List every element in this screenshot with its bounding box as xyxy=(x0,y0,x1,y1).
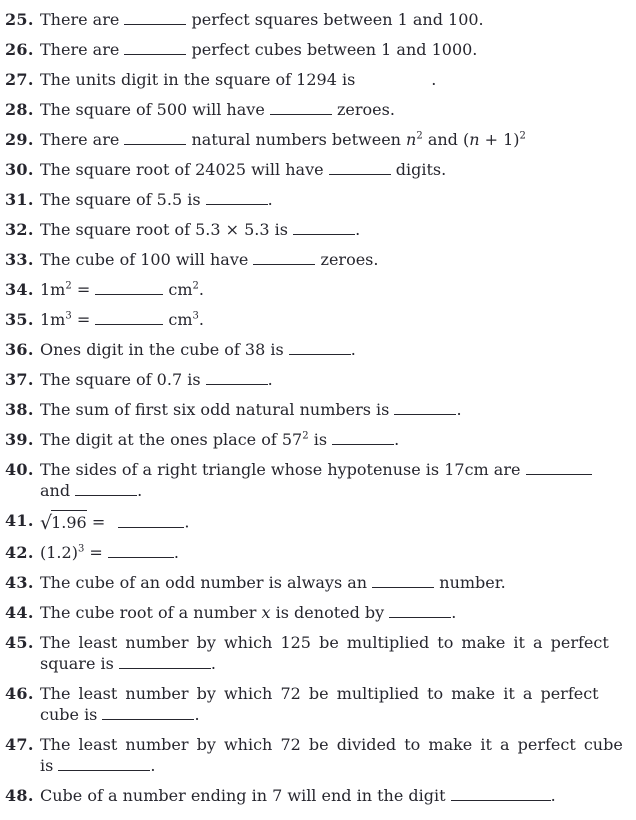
text-run: natural numbers between xyxy=(186,130,407,149)
question-line xyxy=(40,785,630,806)
question-item xyxy=(5,339,630,360)
question-number: 41. xyxy=(5,511,34,530)
radicand: 1.96 xyxy=(51,510,87,533)
answer-blank xyxy=(329,160,391,175)
question-item xyxy=(5,369,630,390)
text-run: = xyxy=(71,280,96,299)
question-number: 26. xyxy=(5,40,34,59)
question-text xyxy=(40,309,630,330)
text-run: There are xyxy=(40,40,125,59)
text-run: There are xyxy=(40,10,125,29)
text-run: + 1) xyxy=(479,130,520,149)
math-variable: n xyxy=(469,130,480,149)
question-line xyxy=(40,249,630,270)
question-text xyxy=(40,510,630,533)
question-text xyxy=(40,219,630,240)
text-run: number. xyxy=(434,572,506,592)
question-number: 35. xyxy=(5,310,34,329)
text-run: (1.2) xyxy=(40,542,78,562)
question-text xyxy=(40,9,630,30)
answer-blank xyxy=(75,481,137,496)
question-item xyxy=(5,459,630,501)
text-run: . xyxy=(267,370,273,389)
question-line xyxy=(40,99,630,120)
question-item xyxy=(5,129,630,150)
text-run: The sides of a right triangle whose hypotenuse is 17cm are xyxy=(40,460,526,479)
text-run: The square of 0.7 is xyxy=(40,370,206,389)
text-run: digits. xyxy=(390,160,447,179)
question-number: 44. xyxy=(5,602,34,622)
answer-blank xyxy=(206,190,268,205)
question-item xyxy=(5,39,630,60)
question-line xyxy=(40,734,630,755)
answer-blank xyxy=(289,340,351,355)
question-text xyxy=(40,542,630,563)
question-number: 40. xyxy=(5,460,34,479)
question-number: 30. xyxy=(5,160,34,179)
question-text xyxy=(40,429,630,450)
question-number: 38. xyxy=(5,400,34,419)
superscript-exponent: 2 xyxy=(65,280,72,292)
text-run: is xyxy=(308,430,333,449)
question-item xyxy=(5,219,630,240)
answer-blank xyxy=(389,603,451,618)
question-item xyxy=(5,572,630,593)
question-item xyxy=(5,683,630,725)
text-run: . xyxy=(456,400,462,419)
text-run: . xyxy=(394,430,400,449)
text-run: perfect cubes between 1 and 1000. xyxy=(186,40,478,59)
blank-space xyxy=(355,84,431,85)
question-text xyxy=(40,99,630,120)
question-item xyxy=(5,734,630,776)
text-run: The sum of first six odd natural numbers is xyxy=(40,400,395,419)
question-number: 25. xyxy=(5,10,34,29)
question-number: 43. xyxy=(5,572,34,592)
question-text xyxy=(40,369,630,390)
question-line xyxy=(40,572,630,593)
question-line xyxy=(40,219,630,240)
question-list xyxy=(5,9,630,806)
question-line xyxy=(40,429,630,450)
question-item xyxy=(5,69,630,90)
radical-sign-icon: √ xyxy=(40,511,53,534)
question-line xyxy=(40,399,630,420)
question-number: 42. xyxy=(5,542,34,562)
answer-blank xyxy=(108,543,174,558)
text-run: = xyxy=(71,310,96,329)
question-line xyxy=(40,704,630,725)
question-number: 37. xyxy=(5,370,34,389)
text-run: The square of 500 will have xyxy=(40,100,270,119)
question-line xyxy=(40,279,630,300)
question-item xyxy=(5,99,630,120)
question-line xyxy=(40,632,630,653)
text-run: The cube root of a number xyxy=(40,602,262,622)
blank-space xyxy=(110,527,118,528)
question-item xyxy=(5,602,630,623)
question-line xyxy=(40,510,630,533)
question-text xyxy=(40,69,630,90)
question-line xyxy=(40,309,630,330)
question-line xyxy=(40,542,630,563)
text-run: . xyxy=(451,602,457,622)
text-run: The least number by which 72 be multiplied to make it a perfect xyxy=(40,683,599,703)
text-run: 1m xyxy=(40,310,66,329)
question-number: 39. xyxy=(5,430,34,449)
answer-blank xyxy=(118,513,184,528)
question-number: 31. xyxy=(5,190,34,209)
question-line xyxy=(40,459,630,480)
question-text xyxy=(40,683,630,725)
answer-blank xyxy=(394,400,456,415)
question-number: 29. xyxy=(5,130,34,149)
text-run: cm xyxy=(163,310,193,329)
answer-blank xyxy=(95,310,163,325)
text-run: = xyxy=(84,542,108,562)
text-run: The digit at the ones place of 57 xyxy=(40,430,303,449)
question-text xyxy=(40,129,630,150)
question-line xyxy=(40,129,630,150)
text-run: 1m xyxy=(40,280,66,299)
text-run: The square root of 5.3 × 5.3 is xyxy=(40,220,294,239)
answer-blank xyxy=(270,100,332,115)
question-text xyxy=(40,279,630,300)
text-run: . xyxy=(431,70,437,89)
text-run: . xyxy=(198,310,204,329)
question-item xyxy=(5,542,630,563)
text-run: The cube of 100 will have xyxy=(40,250,254,269)
question-text xyxy=(40,734,630,776)
question-item xyxy=(5,399,630,420)
question-text xyxy=(40,39,630,60)
answer-blank xyxy=(124,10,186,25)
math-variable: n xyxy=(406,130,417,149)
question-number: 27. xyxy=(5,70,34,89)
answer-blank xyxy=(206,370,268,385)
text-run: square is xyxy=(40,653,119,673)
question-item xyxy=(5,309,630,330)
question-number: 28. xyxy=(5,100,34,119)
question-item xyxy=(5,249,630,270)
question-line xyxy=(40,602,630,623)
question-line xyxy=(40,369,630,390)
question-line xyxy=(40,653,630,674)
question-line xyxy=(40,683,630,704)
text-run: . xyxy=(150,755,156,775)
text-run: . xyxy=(350,340,356,359)
superscript-exponent: 2 xyxy=(519,130,526,142)
question-item xyxy=(5,785,630,806)
text-run: . xyxy=(137,481,143,500)
answer-blank xyxy=(119,654,211,669)
answer-blank xyxy=(102,705,194,720)
question-line xyxy=(40,339,630,360)
text-run: zeroes. xyxy=(315,250,379,269)
text-run: The square of 5.5 is xyxy=(40,190,206,209)
text-run: The cube of an odd number is always an xyxy=(40,572,373,592)
question-item xyxy=(5,159,630,180)
question-item xyxy=(5,429,630,450)
text-run: . xyxy=(173,542,179,562)
question-number: 36. xyxy=(5,340,34,359)
answer-blank xyxy=(124,130,186,145)
question-text xyxy=(40,459,630,501)
text-run: Cube of a number ending in 7 will end in the digit xyxy=(40,785,451,805)
text-run: The square root of 24025 will have xyxy=(40,160,329,179)
text-run: . xyxy=(267,190,273,209)
text-run: zeroes. xyxy=(331,100,395,119)
answer-blank xyxy=(124,40,186,55)
superscript-exponent: 2 xyxy=(192,280,199,292)
question-line xyxy=(40,159,630,180)
question-text xyxy=(40,632,630,674)
question-text xyxy=(40,159,630,180)
question-line xyxy=(40,9,630,30)
text-run: The least number by which 72 be divided to make it a perfect cube xyxy=(40,734,623,754)
superscript-exponent: 2 xyxy=(302,430,309,442)
question-line xyxy=(40,755,630,776)
superscript-exponent: 3 xyxy=(77,543,85,555)
text-run: The least number by which 125 be multiplied to make it a perfect xyxy=(40,632,609,652)
text-run: and xyxy=(40,481,76,500)
text-run: is denoted by xyxy=(270,602,390,622)
question-number: 33. xyxy=(5,250,34,269)
question-number: 46. xyxy=(5,683,34,703)
question-line xyxy=(40,480,630,501)
question-text xyxy=(40,602,630,623)
text-run: . xyxy=(198,280,204,299)
question-number: 48. xyxy=(5,785,34,805)
text-run: . xyxy=(550,785,556,805)
text-run: . xyxy=(210,653,217,673)
text-run: . xyxy=(355,220,361,239)
answer-blank xyxy=(372,573,434,588)
question-text xyxy=(40,399,630,420)
text-run: cm xyxy=(163,280,193,299)
question-number: 34. xyxy=(5,280,34,299)
math-variable: x xyxy=(261,602,271,622)
answer-blank xyxy=(451,786,551,801)
answer-blank xyxy=(526,460,592,475)
answer-blank xyxy=(95,280,163,295)
text-run: = xyxy=(86,512,111,532)
question-text xyxy=(40,249,630,270)
text-run: . xyxy=(184,512,190,532)
question-item xyxy=(5,279,630,300)
superscript-exponent: 3 xyxy=(192,310,199,322)
sqrt-expression xyxy=(40,513,87,532)
superscript-exponent: 3 xyxy=(65,310,72,322)
answer-blank xyxy=(293,220,355,235)
question-item xyxy=(5,9,630,30)
answer-blank xyxy=(58,756,150,771)
text-run: The units digit in the square of 1294 is xyxy=(40,70,356,89)
question-number: 47. xyxy=(5,734,34,754)
question-number: 45. xyxy=(5,632,34,652)
text-run: and ( xyxy=(422,130,470,149)
question-text xyxy=(40,785,630,806)
question-line xyxy=(40,69,630,90)
answer-blank xyxy=(332,430,394,445)
question-text xyxy=(40,572,630,593)
question-line xyxy=(40,189,630,210)
question-item xyxy=(5,189,630,210)
answer-blank xyxy=(253,250,315,265)
text-run: cube is xyxy=(40,704,103,724)
text-run: is xyxy=(40,755,59,775)
superscript-exponent: 2 xyxy=(416,130,423,142)
text-run: . xyxy=(194,704,200,724)
text-run: perfect squares between 1 and 100. xyxy=(186,10,484,29)
text-run: There are xyxy=(40,130,125,149)
question-number: 32. xyxy=(5,220,34,239)
question-item xyxy=(5,632,630,674)
question-item xyxy=(5,510,630,533)
text-run: Ones digit in the cube of 38 is xyxy=(40,340,289,359)
question-text xyxy=(40,189,630,210)
question-line xyxy=(40,39,630,60)
question-text xyxy=(40,339,630,360)
